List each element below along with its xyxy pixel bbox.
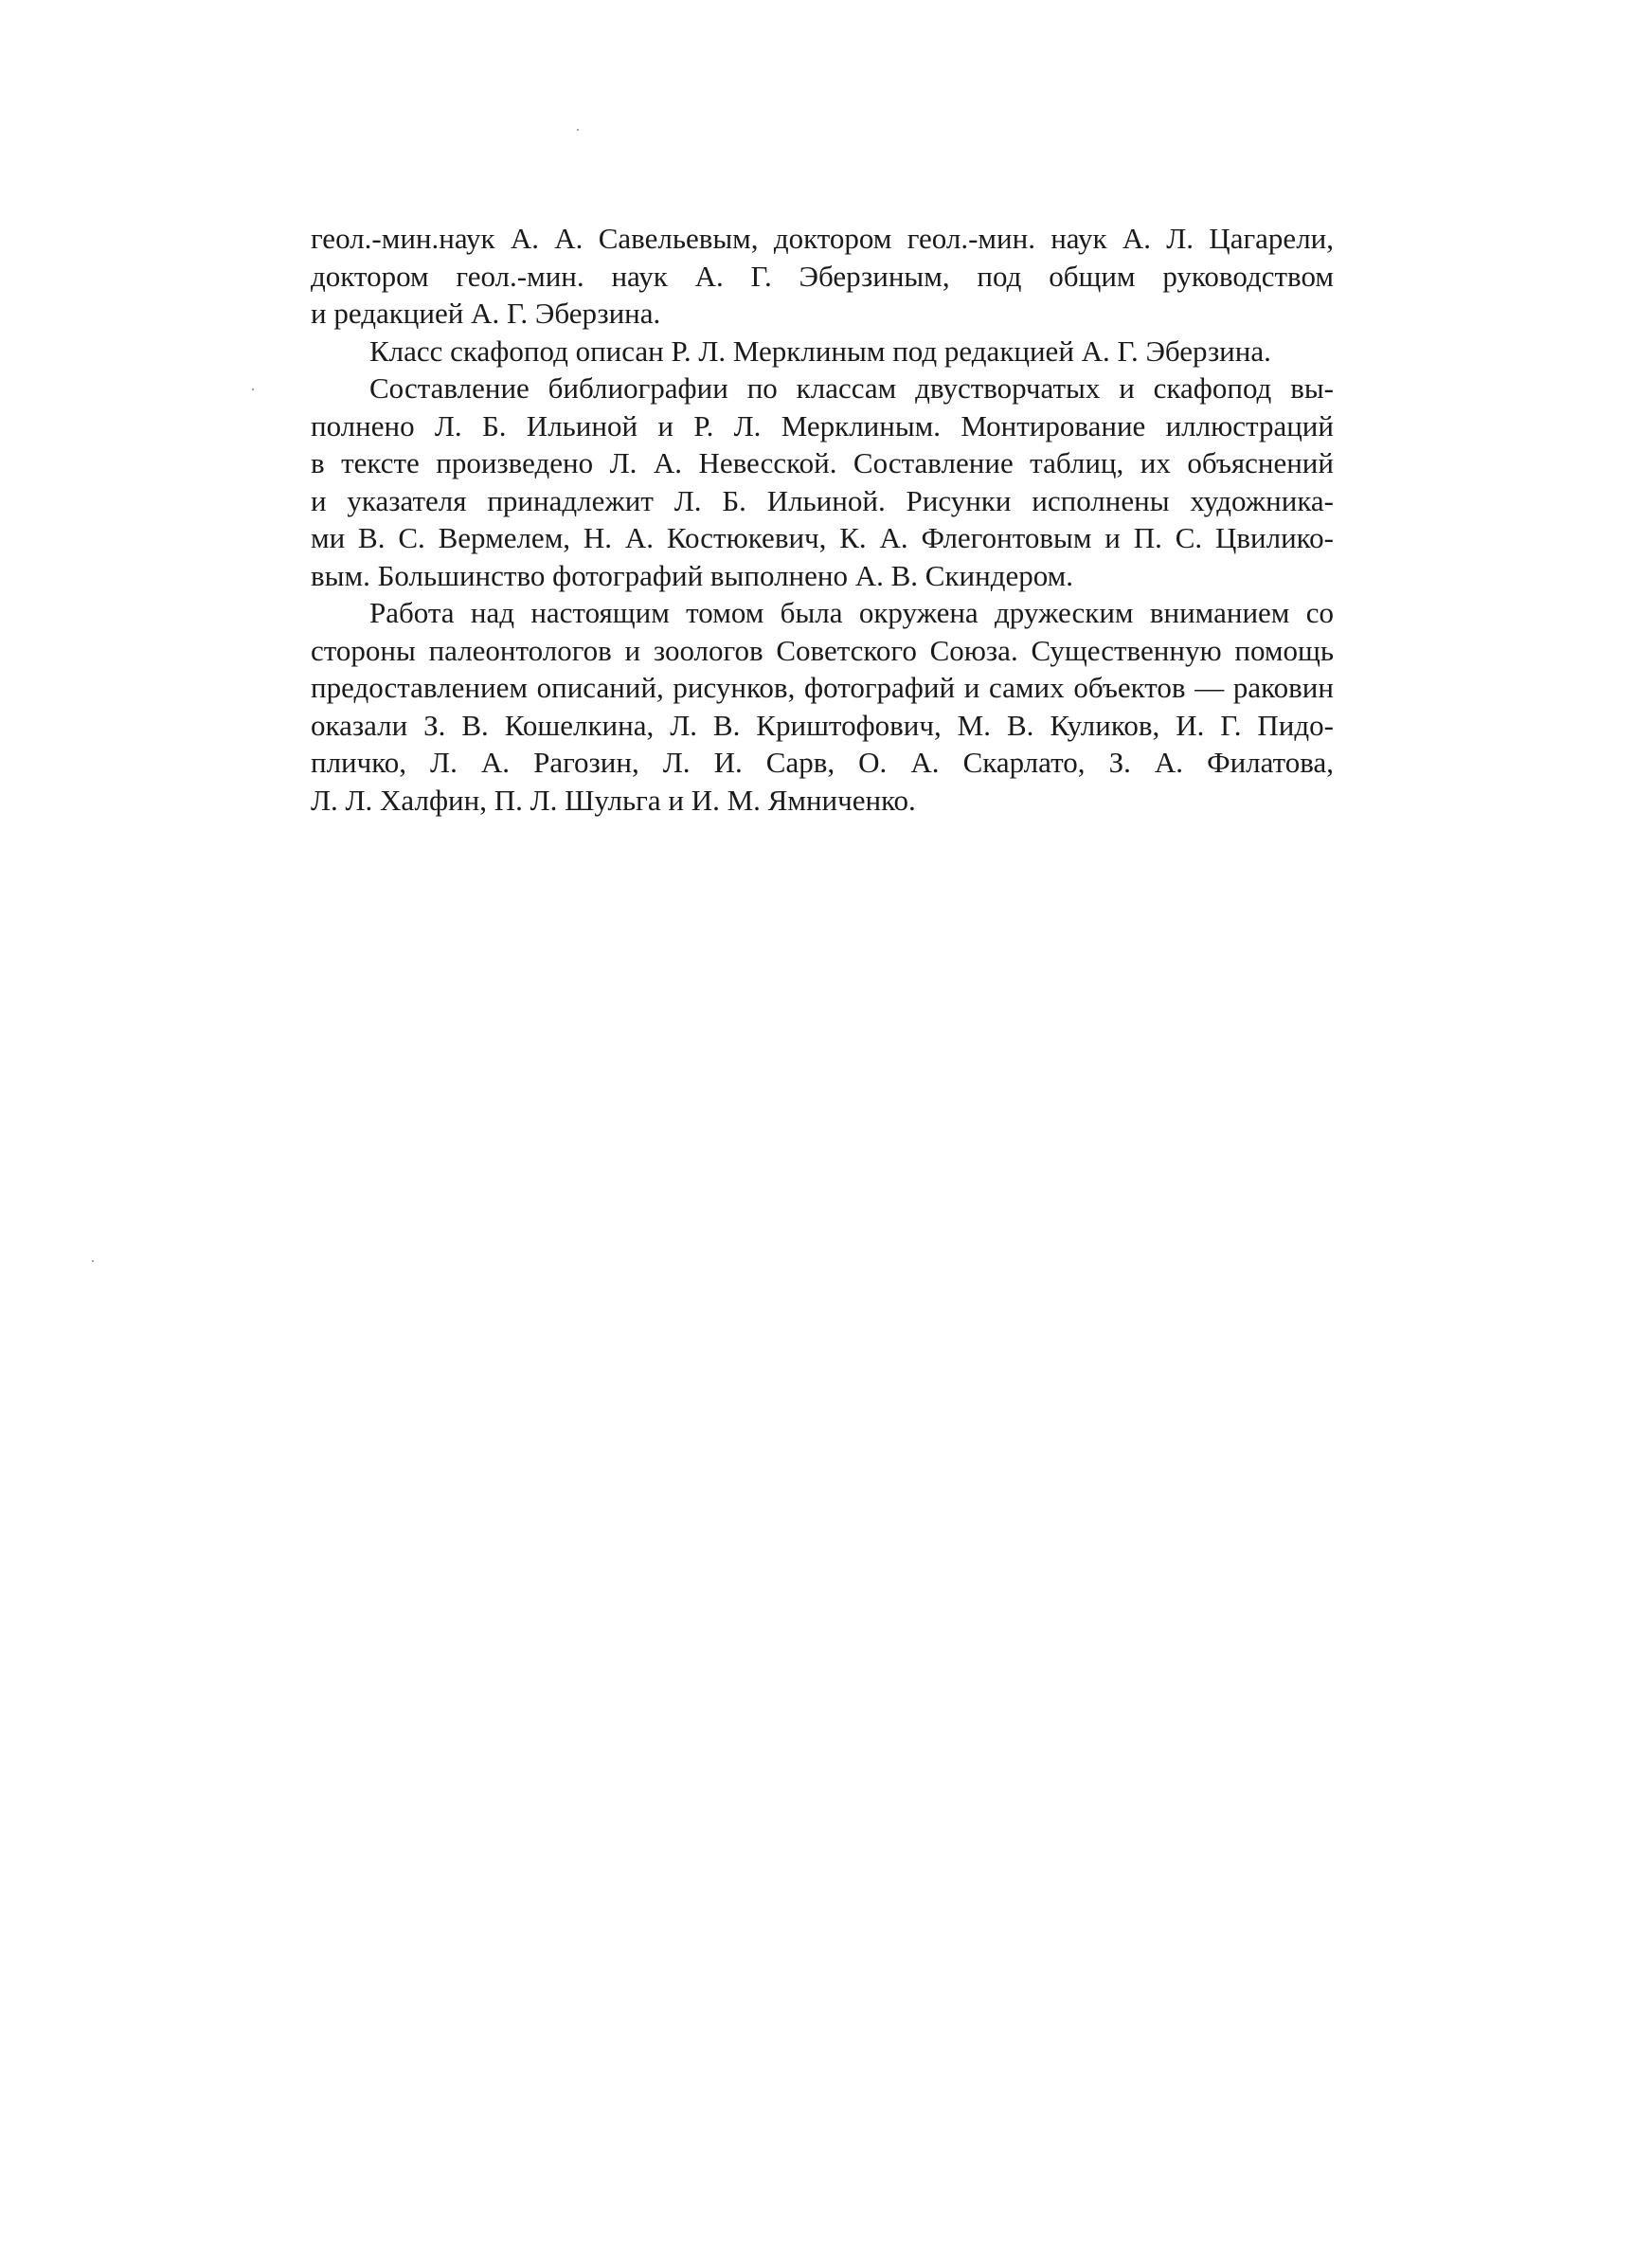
- text-line: вым. Большинство фотографий выполнено А. В. Скиндером.: [311, 558, 1074, 592]
- text-line: Работа над настоящим томом была окружена дружеским вниманием со: [369, 596, 1334, 629]
- scan-speck: [577, 129, 579, 131]
- paragraph-acknowledgements: [311, 594, 1334, 819]
- text-line: стороны палеонтологов и зоологов Советского Союза. Существенную помощь: [311, 633, 1334, 667]
- text-line: полнено Л. Б. Ильиной и Р. Л. Мерклиным. Монтирование иллюстраций: [311, 408, 1334, 442]
- text-line: Класс скафопод описан Р. Л. Мерклиным под редакцией А. Г. Эберзина.: [369, 334, 1271, 368]
- scan-speck: [252, 388, 254, 390]
- text-line: пличко, Л. А. Рагозин, Л. И. Сарв, О. А. Скарлато, З. А. Филатова,: [311, 746, 1334, 779]
- text-line: предоставлением описаний, рисунков, фотографий и самих объектов — раковин: [311, 671, 1334, 704]
- text-line: геол.-мин.наук А. А. Савельевым, доктором геол.-мин. наук А. Л. Цагарели,: [311, 222, 1334, 255]
- text-line: и редакцией А. Г. Эберзина.: [311, 297, 661, 330]
- body-text: [311, 220, 1334, 819]
- text-line: оказали З. В. Кошелкина, Л. В. Криштофович, М. В. Куликов, И. Г. Пидо-: [311, 708, 1334, 742]
- text-line: в тексте произведено Л. А. Невесской. Составление таблиц, их объяснений: [311, 446, 1334, 479]
- text-line: ми В. С. Вермелем, Н. А. Костюкевич, К. А. Флегонтовым и П. С. Цвилико-: [311, 521, 1334, 554]
- paragraph-bibliography: [311, 370, 1334, 594]
- text-line: Составление библиографии по классам двустворчатых и скафопод вы-: [369, 371, 1334, 405]
- scan-speck: [92, 1260, 94, 1262]
- paragraph-contributors: [311, 220, 1334, 333]
- text-line: Л. Л. Халфин, П. Л. Шульга и И. М. Ямниченко.: [311, 783, 916, 817]
- paragraph-scaphopods: [311, 333, 1334, 370]
- text-line: и указателя принадлежит Л. Б. Ильиной. Рисунки исполнены художника-: [311, 483, 1334, 517]
- text-line: доктором геол.-мин. наук А. Г. Эберзиным, под общим руководством: [311, 259, 1334, 293]
